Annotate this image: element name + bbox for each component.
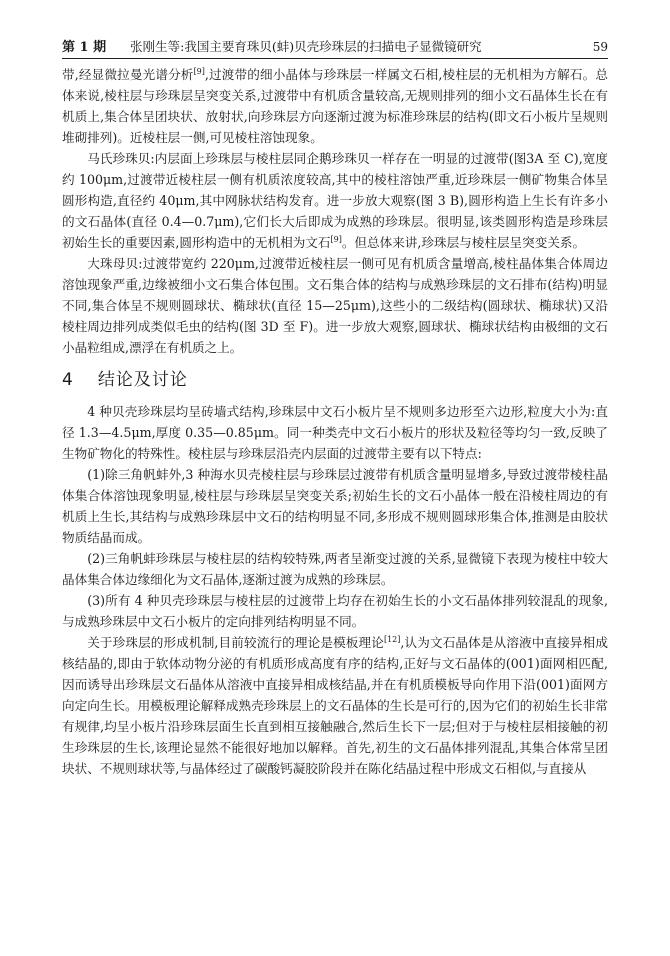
page-body bbox=[62, 64, 608, 779]
paragraph-point-3: (3)所有 4 种贝壳珍珠层与棱柱层的过渡带上均存在初始生长的小文石晶体排列较混乱的现象,与成熟珍珠层中文石小板片的定向排列结构明显不同。 bbox=[62, 593, 608, 629]
section-title: 结论及讨论 bbox=[97, 370, 188, 390]
issue-number: 第 1 期 bbox=[62, 40, 107, 55]
paragraph-pinctada-maxima: 大珠母贝:过渡带宽约 220μm,过渡带近棱柱层一侧可见有机质含量增高,棱柱晶体集合体周边溶蚀现象严重,边缘被细小文石集合体包围。文石集合体的结构与成熟珍珠层的文石排布(结构)明显不同,集合体呈不规则圆球状、椭球状(直径 15—25μm),这些小的二级结构(圆球状、椭球状)又沿棱柱周边排列成类似毛虫的结构(图 3D 至 F)。进一步放大观察,圆球状、椭球状结构由极细的文石小晶粒组成,漂浮在有机质之上。 bbox=[62, 256, 608, 355]
section-number: 4 bbox=[62, 370, 74, 390]
paragraph-pinctada-penguin-cont: 带,经显微拉曼光谱分析[9],过渡带的细小晶体与珍珠层一样属文石相,棱柱层的无机相为方解石。总体来说,棱柱层与珍珠层呈突变关系,过渡带中有机质含量较高,无规则排列的细小文石晶体生长在有机质上,集合体呈团块状、放射状,向珍珠层方向逐渐过渡为标准珍珠层的结构(即文石小板片呈规则堆砌排列)。近棱柱层一侧,可见棱柱溶蚀现象。 bbox=[62, 66, 608, 145]
paragraph-template-theory: 关于珍珠层的形成机制,目前较流行的理论是模板理论[12],认为文石晶体是从溶液中直接异相成核结晶的,即由于软体动物分泌的有机质形成高度有序的结构,正好与文石晶体的(001)面网相匹配,因而诱导出珍珠层文石晶体从溶液中直接异相成核结晶,并在有机质模板导向作用下沿(001)面网方向定向生长。用模板理论解释成熟壳珍珠层上的文石晶体的生长是可行的,因为它们的初始生长非常有规律,均呈小板片沿珍珠层面生长直到相互接触融合,然后生长下一层;但对于与棱柱层相接触的初生珍珠层的生长,该理论显然不能很好地加以解释。首先,初生的文石晶体排列混乱,其集合体常呈团块状、不规则球状等,与晶体经过了碳酸钙凝胶阶段并在陈化结晶过程中形成文石相似,与直接从 bbox=[62, 634, 608, 776]
running-header bbox=[62, 36, 608, 59]
citation-marker: [9] bbox=[330, 234, 342, 244]
citation-marker: [12] bbox=[383, 634, 401, 644]
paragraph-point-1: (1)除三角帆蚌外,3 种海水贝壳棱柱层与珍珠层过渡带有机质含量明显增多,导致过渡带棱柱晶体集合体溶蚀现象明显,棱柱层与珍珠层呈突变关系;初始生长的文石小晶体一般在沿棱柱周边的有机质上生长,其结构与成熟珍珠层中文石的结构明显不同,多形成不规则圆球形集合体,推测是由胶状物质结晶而成。 bbox=[62, 467, 608, 545]
citation-marker: [9] bbox=[193, 66, 205, 76]
page-number: 59 bbox=[592, 40, 608, 54]
section-heading bbox=[62, 370, 608, 391]
running-title: 张刚生等:我国主要育珠贝(蚌)贝壳珍珠层的扫描电子显微镜研究 bbox=[130, 39, 482, 54]
paragraph-point-2: (2)三角帆蚌珍珠层与棱柱层的结构较特殊,两者呈渐变过渡的关系,显微镜下表现为棱柱中较大晶体集合体边缘细化为文石晶体,逐渐过渡为成熟的珍珠层。 bbox=[62, 551, 608, 587]
paragraph-pinctada-martensii: 马氏珍珠贝:内层面上珍珠层与棱柱层同企鹅珍珠贝一样存在一明显的过渡带(图3A 至 C),宽度约 100μm,过渡带近棱柱层一侧有机质浓度较高,其中的棱柱溶蚀严重,近珍珠层一侧矿物集合体呈圆形构造,直径约 40μm,其中网脉状结构发育。进一步放大观察(图 3 B),圆形构造上生长有许多小的文石晶体(直径 0.4—0.7μm),它们长大后即成为成熟的珍珠层。很明显,该类圆形构造是珍珠层初始生长的重要因素,圆形构造中的无机相为文石[9]。但总体来讲,珍珠层与棱柱层呈突变关系。 bbox=[62, 151, 608, 250]
paragraph-conclusion-intro: 4 种贝壳珍珠层均呈砖墙式结构,珍珠层中文石小板片呈不规则多边形至六边形,粒度大小为:直径 1.3—4.5μm,厚度 0.35—0.85μm。同一种类壳中文石小板片的形状及粒径等均匀一致,反映了生物矿物化的特殊性。棱柱层与珍珠层沿壳内层面的过渡带主要有以下特点: bbox=[62, 404, 608, 461]
